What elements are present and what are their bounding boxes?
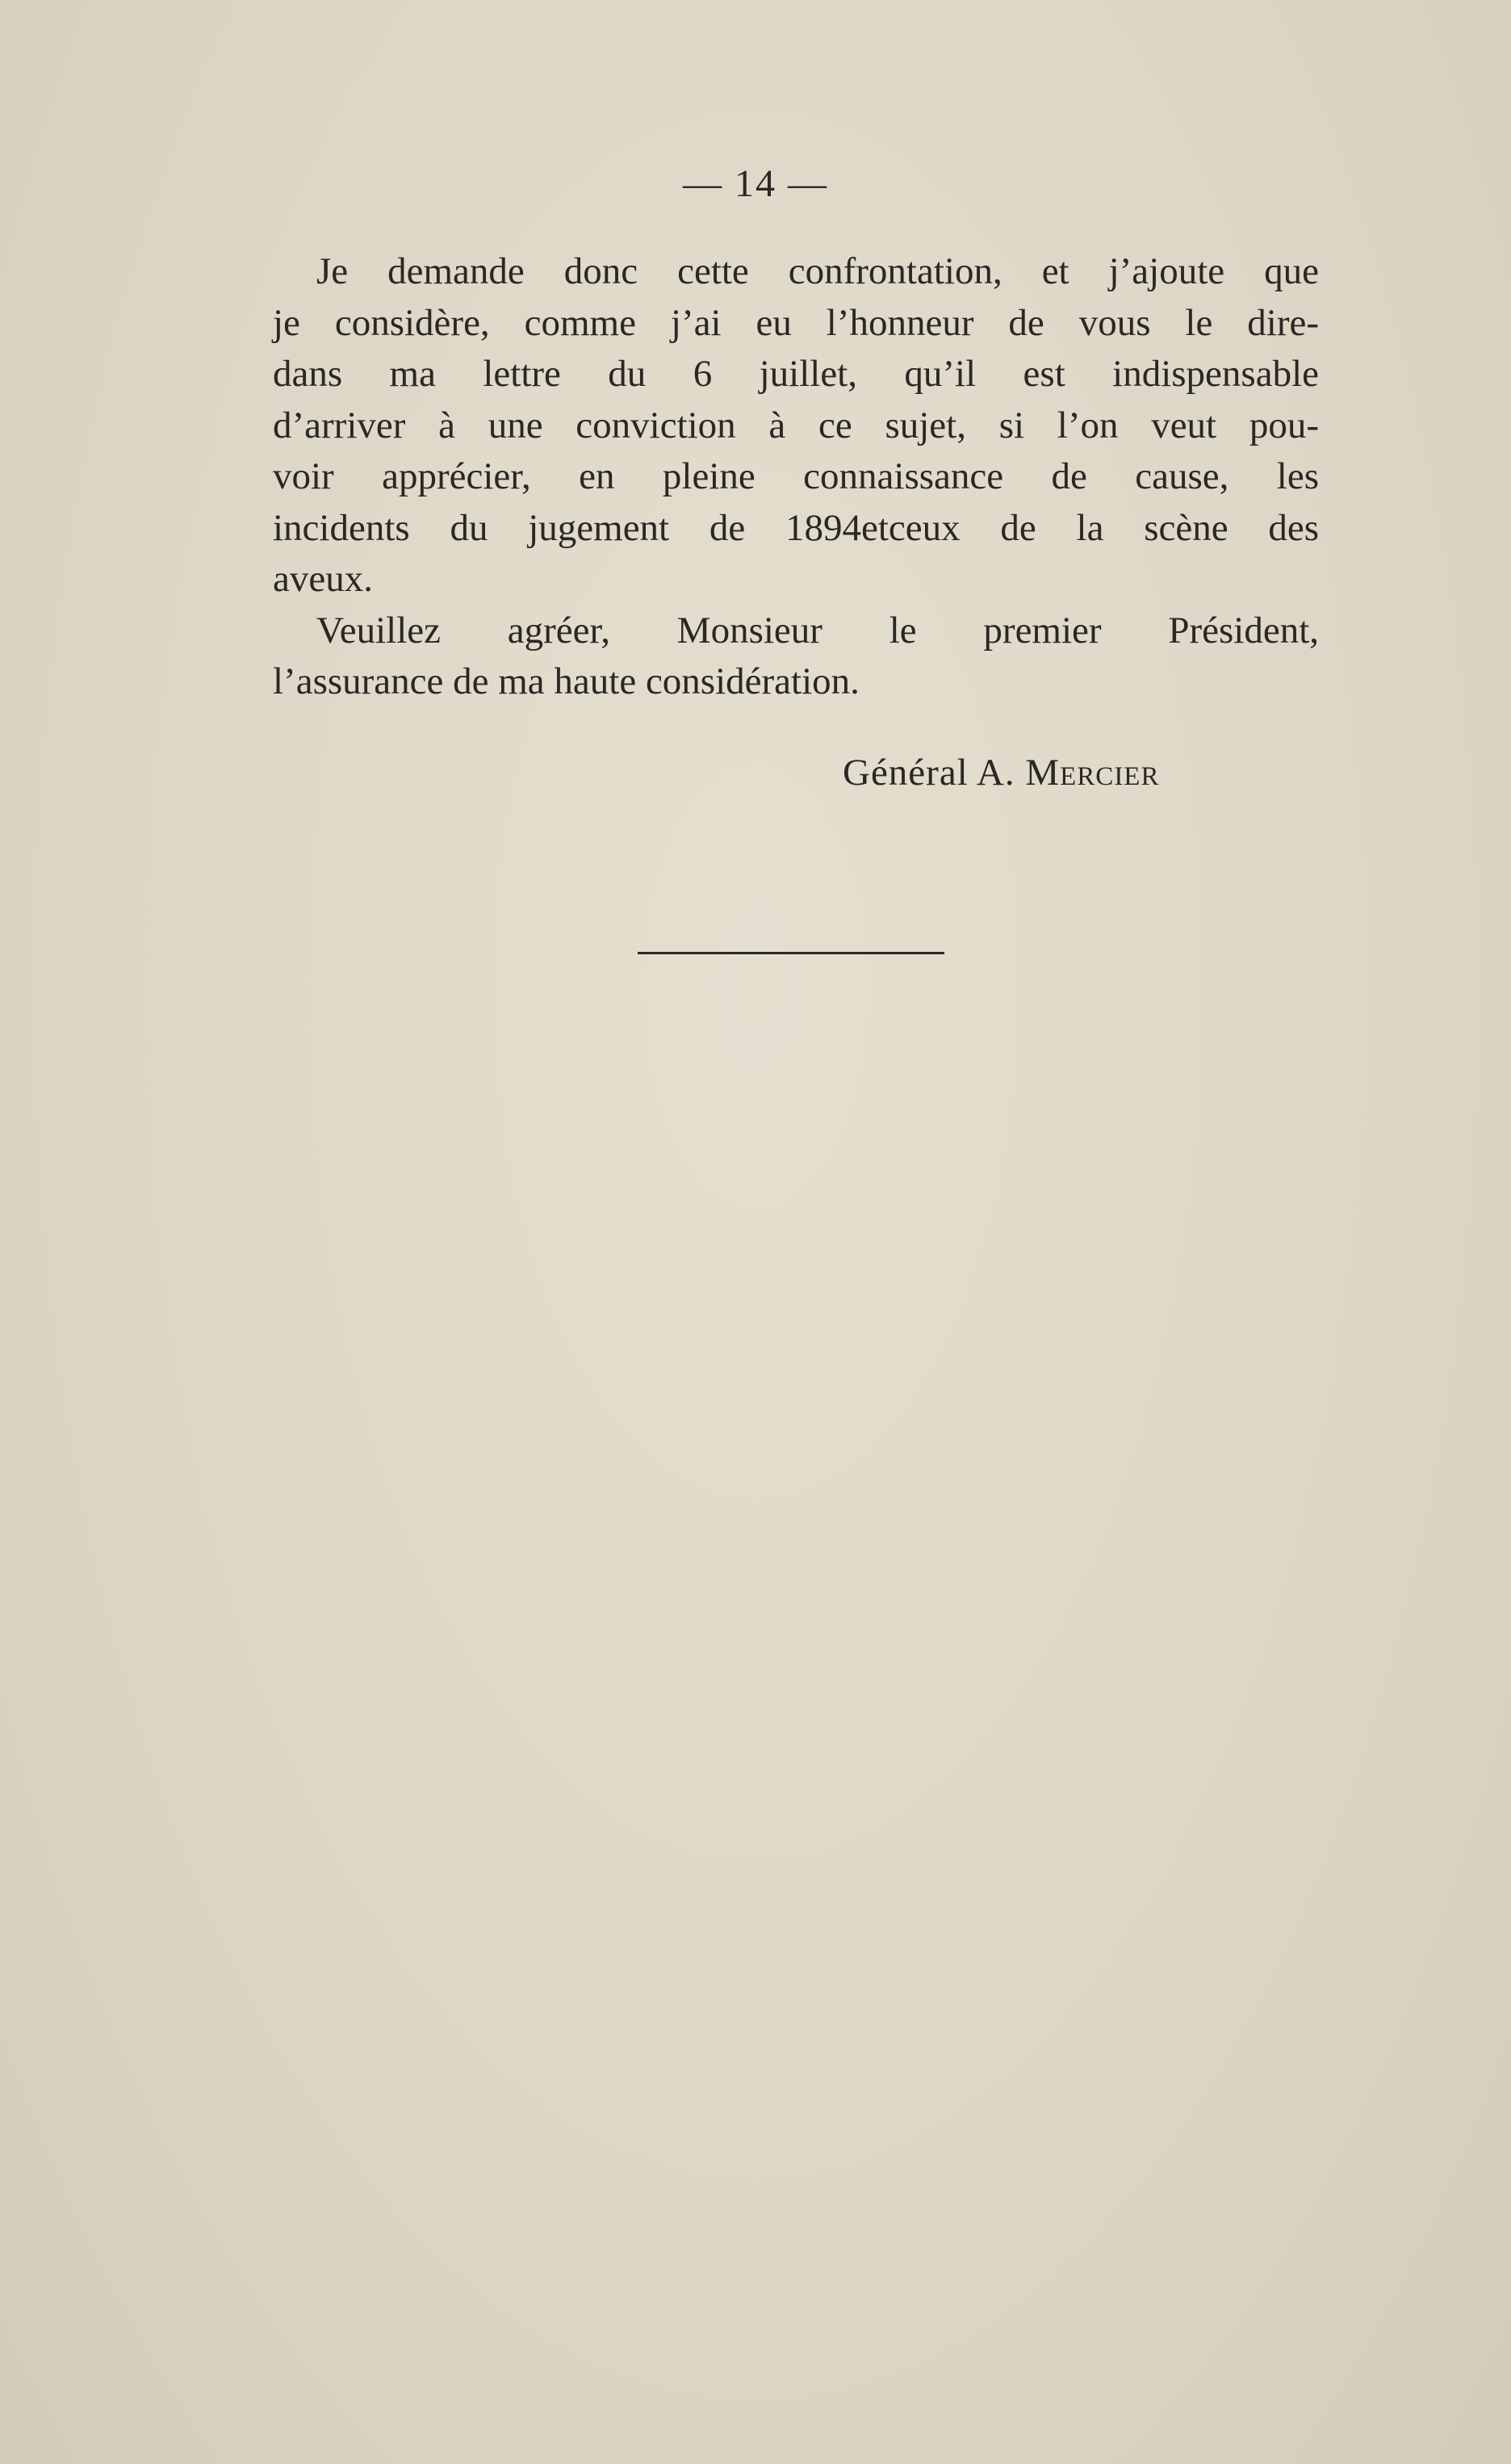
text-line: dans ma lettre du 6 juillet, qu’il est indispensable xyxy=(273,353,1319,395)
text-line: l’assurance de ma haute considération. xyxy=(273,660,860,702)
page-number: — 14 — xyxy=(683,162,828,205)
text-line: Veuillez agréer, Monsieur le premier Président, xyxy=(316,609,1319,652)
signature xyxy=(843,751,1159,794)
letter-body xyxy=(273,246,1319,708)
text-line: d’arriver à une conviction à ce sujet, si l’on veut pou- xyxy=(273,404,1319,446)
text-line: aveux. xyxy=(273,558,373,600)
signature-prefix: Général A. xyxy=(843,752,1026,794)
text-line: Je demande donc cette confrontation, et j’ajoute que xyxy=(316,250,1319,292)
signature-name: Mercier xyxy=(1025,752,1160,794)
divider-rule xyxy=(638,952,944,954)
text-line: incidents du jugement de 1894etceux de la scène des xyxy=(273,506,1319,549)
text-line: je considère, comme j’ai eu l’honneur de vous le dire- xyxy=(273,301,1319,344)
text-line: voir apprécier, en pleine connaissance de cause, les xyxy=(273,455,1319,497)
